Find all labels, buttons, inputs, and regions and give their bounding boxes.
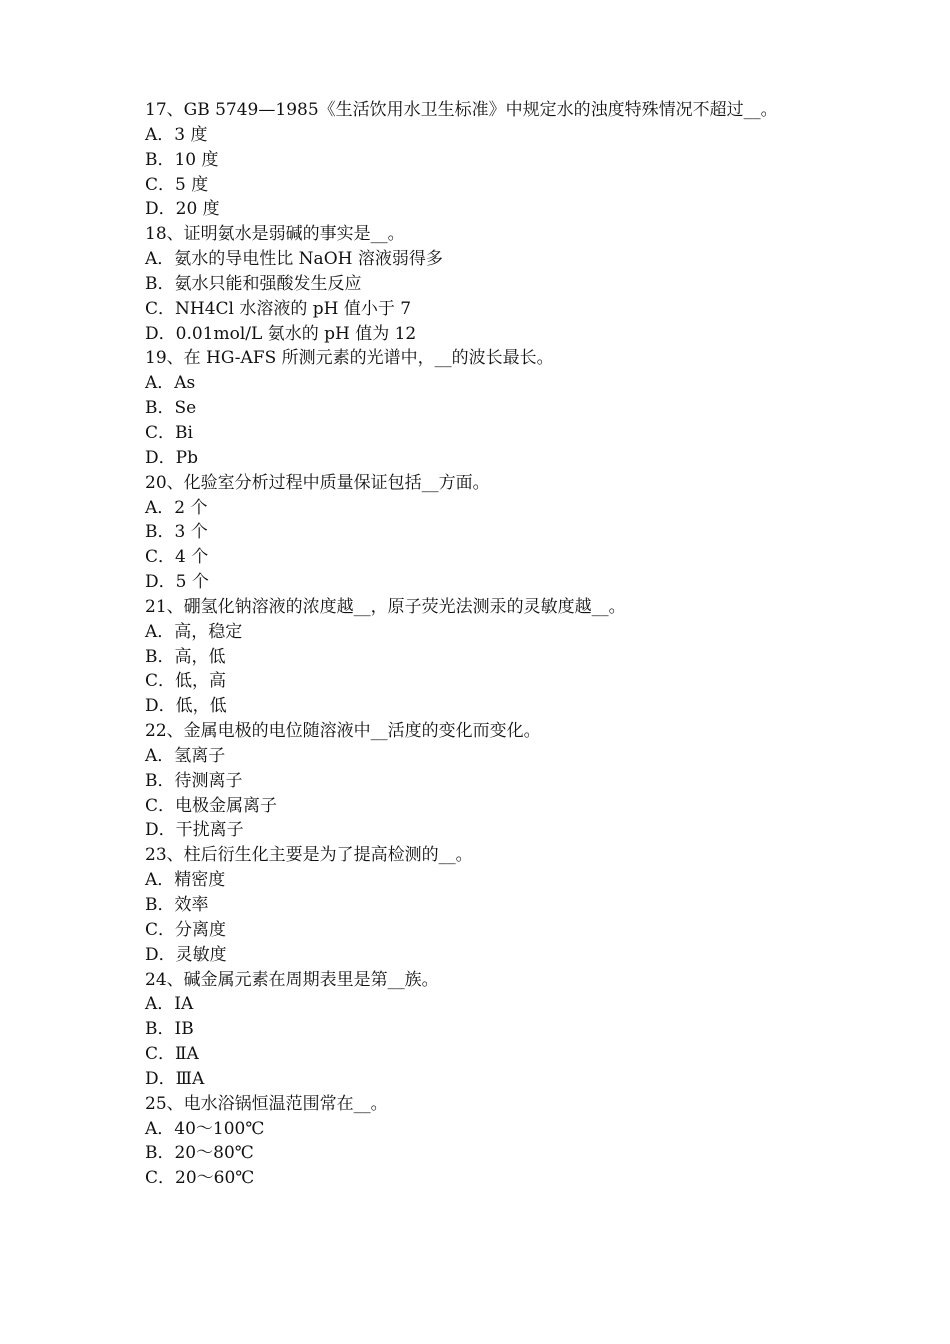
- question-17: [145, 98, 845, 222]
- option-c: C．ⅡA: [145, 1044, 199, 1065]
- question-stem: 20、化验室分析过程中质量保证包括__方面。: [145, 472, 490, 493]
- option-a: A．氨水的导电性比 NaOH 溶液弱得多: [145, 249, 443, 270]
- option-d: D．20 度: [145, 199, 220, 220]
- question-stem: 25、电水浴锅恒温范围常在__。: [145, 1093, 388, 1114]
- option-a: A．As: [145, 373, 196, 394]
- option-b: B．氨水只能和强酸发生反应: [145, 273, 362, 294]
- option-b: B．20～80℃: [145, 1143, 254, 1164]
- option-d: D．0.01mol/L 氨水的 pH 值为 12: [145, 323, 417, 344]
- option-a: A．氢离子: [145, 745, 226, 766]
- question-24: [145, 968, 845, 1092]
- question-21: [145, 595, 845, 719]
- option-b: B．ⅠB: [145, 1019, 194, 1040]
- option-c: C．20～60℃: [145, 1168, 255, 1189]
- question-stem: 17、GB 5749—1985《生活饮用水卫生标准》中规定水的浊度特殊情况不超过__。: [145, 100, 778, 120]
- option-b: B．Se: [145, 398, 197, 419]
- question-stem: 21、硼氢化钠溶液的浓度越__，原子荧光法测汞的灵敏度越__。: [145, 596, 626, 617]
- question-stem: 18、证明氨水是弱碱的事实是__。: [145, 224, 405, 245]
- option-b: B．高，低: [145, 646, 226, 667]
- option-a: A．40～100℃: [145, 1118, 265, 1139]
- question-20: [145, 471, 845, 595]
- question-list: [145, 98, 845, 1191]
- question-19: [145, 346, 845, 470]
- option-b: B．效率: [145, 895, 209, 915]
- option-c: C．低，高: [145, 671, 227, 692]
- question-18: [145, 222, 845, 346]
- question-22: [145, 719, 845, 843]
- option-a: A．精密度: [145, 870, 226, 891]
- option-a: A．3 度: [145, 124, 208, 145]
- option-c: C．NH4Cl 水溶液的 pH 值小于 7: [145, 298, 412, 319]
- option-d: D．低，低: [145, 696, 227, 717]
- question-25: [145, 1092, 845, 1191]
- option-b: B．待测离子: [145, 770, 243, 791]
- option-a: A．ⅠA: [145, 994, 194, 1015]
- option-c: C．电极金属离子: [145, 795, 278, 816]
- option-d: D．Pb: [145, 447, 198, 468]
- option-d: D．5 个: [145, 572, 209, 593]
- option-d: D．灵敏度: [145, 944, 227, 965]
- option-a: A．高，稳定: [145, 621, 243, 642]
- question-stem: 24、碱金属元素在周期表里是第__族。: [145, 969, 439, 990]
- option-c: C．Bi: [145, 422, 193, 443]
- option-c: C．5 度: [145, 174, 209, 195]
- option-c: C．分离度: [145, 919, 227, 940]
- question-stem: 22、金属电极的电位随溶液中__活度的变化而变化。: [145, 721, 541, 742]
- option-b: B．3 个: [145, 522, 208, 543]
- option-d: D．干扰离子: [145, 820, 244, 841]
- question-stem: 19、在 HG-AFS 所测元素的光谱中，__的波长最长。: [145, 348, 554, 369]
- option-a: A．2 个: [145, 497, 208, 518]
- question-stem: 23、柱后衍生化主要是为了提高检测的__。: [145, 845, 473, 866]
- option-b: B．10 度: [145, 149, 219, 170]
- question-23: [145, 843, 845, 967]
- option-d: D．ⅢA: [145, 1068, 205, 1089]
- option-c: C．4 个: [145, 547, 209, 568]
